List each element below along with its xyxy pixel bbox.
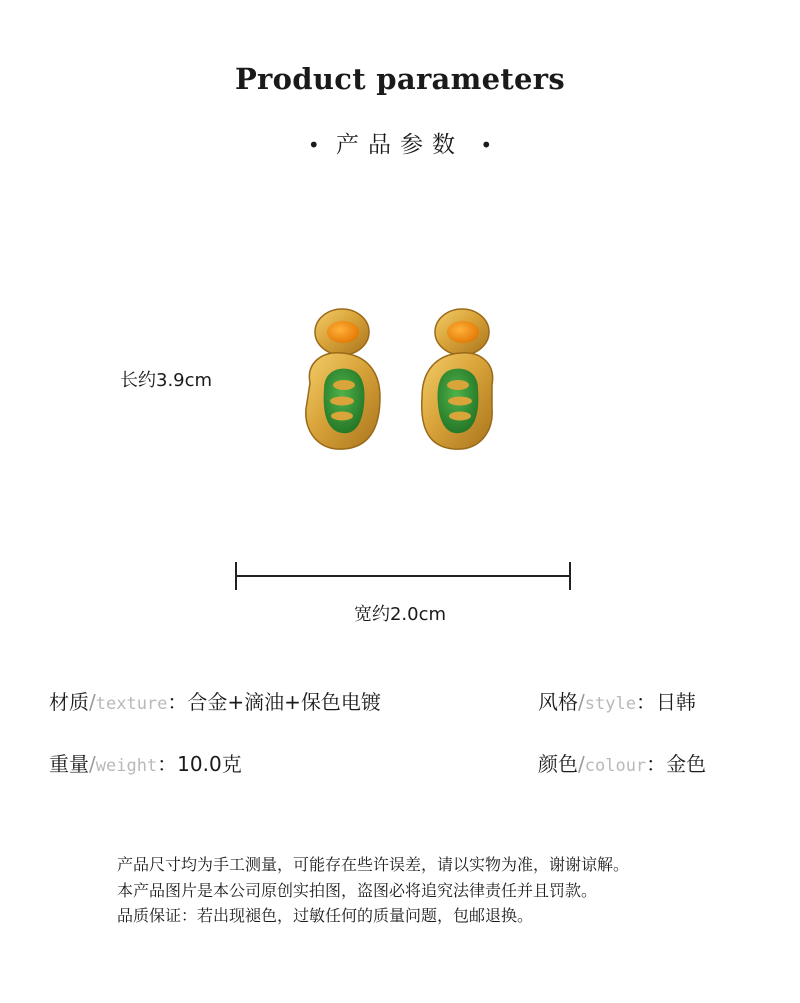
dimension-tick-right <box>569 562 571 590</box>
dimension-bar <box>235 575 571 577</box>
note-line: 产品尺寸均为手工测量，可能存在些许误差，请以实物为准，谢谢谅解。 <box>117 855 630 874</box>
page-title: Product parameters <box>234 62 566 96</box>
width-label: 宽约2.0cm <box>353 604 447 625</box>
spec-style-label: 风格 <box>538 690 578 714</box>
spec-weight-en: weight <box>95 756 158 776</box>
spec-style-en: style <box>584 694 636 714</box>
spec-weight <box>49 748 242 777</box>
length-label: 长约3.9cm <box>120 370 213 391</box>
spec-material-slash: / <box>89 690 96 714</box>
earrings-image <box>296 305 526 461</box>
spec-style-colon: ： <box>635 690 656 714</box>
earring-pair-illustration <box>296 305 526 457</box>
spec-material-colon: ： <box>167 690 188 714</box>
spec-material-value: 合金+滴油+保色电镀 <box>187 690 381 714</box>
earring-right <box>422 309 493 449</box>
spec-material-en: texture <box>95 694 168 714</box>
spec-colour-label: 颜色 <box>538 752 578 776</box>
note-line: 品质保证：若出现褪色，过敏任何的质量问题，包邮退换。 <box>117 906 534 925</box>
subtitle-text: 产品参数 <box>336 132 464 158</box>
spec-style <box>538 686 696 715</box>
spec-colour-value: 金色 <box>666 752 707 776</box>
spec-weight-slash: / <box>89 752 96 776</box>
page-subtitle <box>0 126 800 159</box>
earring-left <box>306 309 380 449</box>
spec-weight-value: 10.0克 <box>177 752 242 776</box>
bullet-dot-left: • <box>307 133 320 157</box>
bullet-dot-right: • <box>480 133 493 157</box>
disclaimer-notes <box>117 852 629 929</box>
spec-material <box>49 686 381 715</box>
spec-weight-colon: ： <box>157 752 178 776</box>
note-line: 本产品图片是本公司原创实拍图，盗图必将追究法律责任并且罚款。 <box>117 880 598 900</box>
spec-material-label: 材质 <box>49 690 89 714</box>
width-dimension-line <box>235 562 571 590</box>
spec-style-value: 日韩 <box>655 690 696 714</box>
spec-weight-label: 重量 <box>49 752 89 776</box>
spec-colour-en: colour <box>584 756 647 776</box>
spec-colour <box>538 748 706 777</box>
spec-colour-slash: / <box>578 752 585 776</box>
spec-colour-colon: ： <box>646 752 667 776</box>
spec-style-slash: / <box>578 690 585 714</box>
